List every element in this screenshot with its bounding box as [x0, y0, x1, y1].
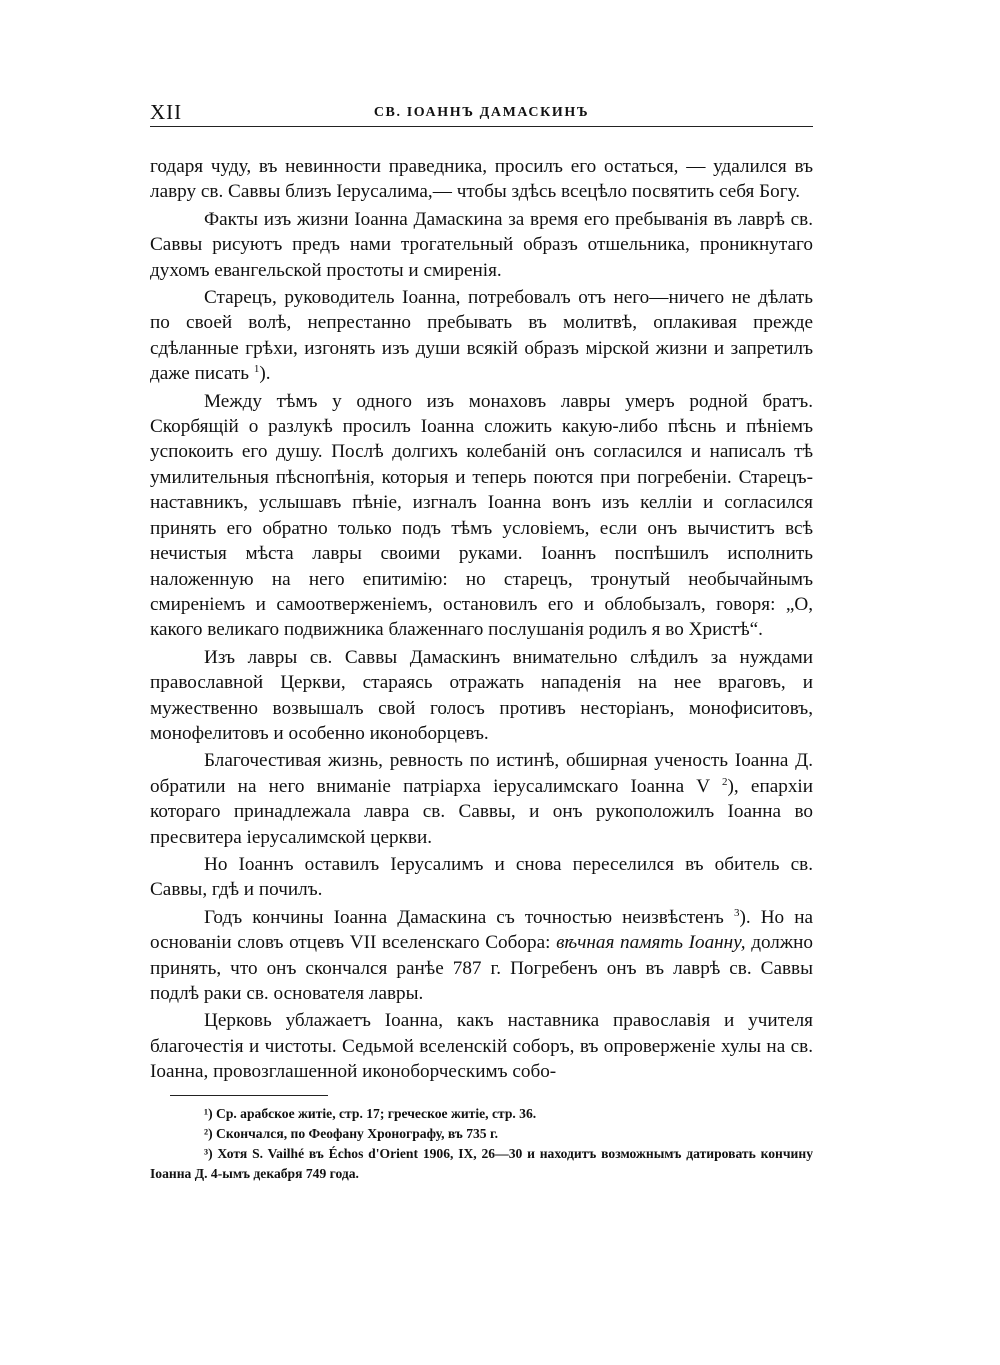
page-header: [150, 100, 813, 127]
footnote-2: ²) Скончался, по Феофану Хронографу, въ 735 г.: [204, 1125, 499, 1141]
footnote-3: ³) Хотя S. Vailhé въ Échos d'Orient 1906, IX, 26—30 и находитъ возможнымъ датировать кончину Іоанна Д. 4-ымъ декабря 749 года.: [150, 1145, 813, 1181]
running-title: СВ. ІОАННЪ ДАМАСКИНЪ: [373, 105, 590, 120]
paragraph-8: [150, 905, 813, 1007]
footnote-ref-1: 1: [253, 363, 260, 376]
paragraph-8-text-b: ). Но на основаніи словъ отцевъ VII вселенскаго Собора:: [150, 906, 814, 954]
paragraph-3-end: ).: [259, 363, 271, 385]
paragraph-8-italic: вѣчная память Іоанну,: [556, 932, 746, 954]
page-number: XII: [150, 100, 183, 124]
paragraph-5: Изъ лавры св. Саввы Дамаскинъ внимательно слѣдилъ за нуждами православной Церкви, стараясь отражать нападенія на нее враговъ, и мужественно возвышалъ свой голосъ противъ несторіанъ, монофиситовъ, монофелитовъ и особенно иконоборцевъ.: [150, 646, 813, 744]
footnote-divider: [170, 1095, 328, 1096]
paragraph-4: Между тѣмъ у одного изъ монаховъ лавры умеръ родной братъ. Скорбящій о разлукѣ просилъ Іоанна сложить какую-либо пѣснь и пѣніемъ успокоить его душу. Послѣ долгихъ колебаній онъ согласился и написалъ тѣ умилительныя пѣснопѣнія, которыя и теперь поются при погребеніи. Старецъ-наставникъ, услышавъ пѣніе, изгналъ Іоанна вонъ изъ келліи и согласился принять его обратно только подъ тѣмъ условіемъ, если онъ вычиститъ всѣ нечистыя мѣста лавры своими руками. Іоаннъ поспѣшилъ исполнить наложенную на него епитимію: но старецъ, тронутый необычайнымъ смиреніемъ и самоотверженіемъ, остановилъ его и облобызалъ, говоря: „О, какого великаго подвижника блаженнаго послушанія родилъ я во Христѣ“.: [150, 390, 813, 641]
footnote-ref-2: 2: [722, 775, 728, 788]
paragraph-2: Факты изъ жизни Іоанна Дамаскина за время его пребыванія въ лаврѣ св. Саввы рисуютъ предъ нами трогательный образъ отшельника, проникнутаго духомъ евангельской простоты и смиренія.: [150, 208, 813, 281]
paragraph-6: [150, 748, 813, 850]
paragraph-7: Но Іоаннъ оставилъ Іерусалимъ и снова переселился въ обитель св. Саввы, гдѣ и почилъ.: [150, 853, 813, 901]
book-page: [150, 100, 813, 1184]
paragraph-1: годаря чуду, въ невинности праведника, просилъ его остаться, — удалился въ лавру св. Саввы близъ Іерусалима,— чтобы здѣсь всецѣло посвятить себя Богу.: [150, 156, 813, 203]
footnotes: [150, 1104, 813, 1184]
footnote-1: ¹) Ср. арабское житіе, стр. 17; греческое житіе, стр. 36.: [204, 1105, 537, 1121]
footnote-ref-3: 3: [733, 906, 740, 919]
paragraph-8-text-a: Годъ кончины Іоанна Дамаскина съ точностью неизвѣстенъ: [204, 906, 724, 928]
paragraph-3: [150, 285, 813, 387]
paragraph-3-text: Старецъ, руководитель Іоанна, потребовалъ отъ него—ничего не дѣлать по своей волѣ, непрестанно пребывать въ молитвѣ, оплакивая прежде сдѣланные грѣхи, изгонять изъ души всякій образъ мірской жизни и запретилъ даже писать: [150, 287, 813, 385]
paragraph-9: Церковь ублажаетъ Іоанна, какъ наставника православія и учителя благочестія и чистоты. Седьмой вселенскій соборъ, въ опроверженіе хулы на св. Іоанна, провозглашенной иконоборческимъ собо-: [150, 1010, 813, 1083]
paragraph-6-text-a: Благочестивая жизнь, ревность по истинѣ, обширная ученость Іоанна Д. обратили на него вниманіе патріарха іерусалимскаго Іоанна V: [150, 750, 813, 797]
paragraph-6-text-b: ), епархіи котораго принадлежала лавра св. Саввы, и онъ рукоположилъ Іоанна во пресвитера іерусалимской церкви.: [150, 775, 814, 848]
paragraph-8-text-c: должно принять, что онъ скончался ранѣе 787 г. Погребенъ онъ въ лаврѣ св. Саввы подлѣ раки св. основателя лавры.: [150, 932, 814, 1004]
main-text: [150, 154, 813, 1085]
